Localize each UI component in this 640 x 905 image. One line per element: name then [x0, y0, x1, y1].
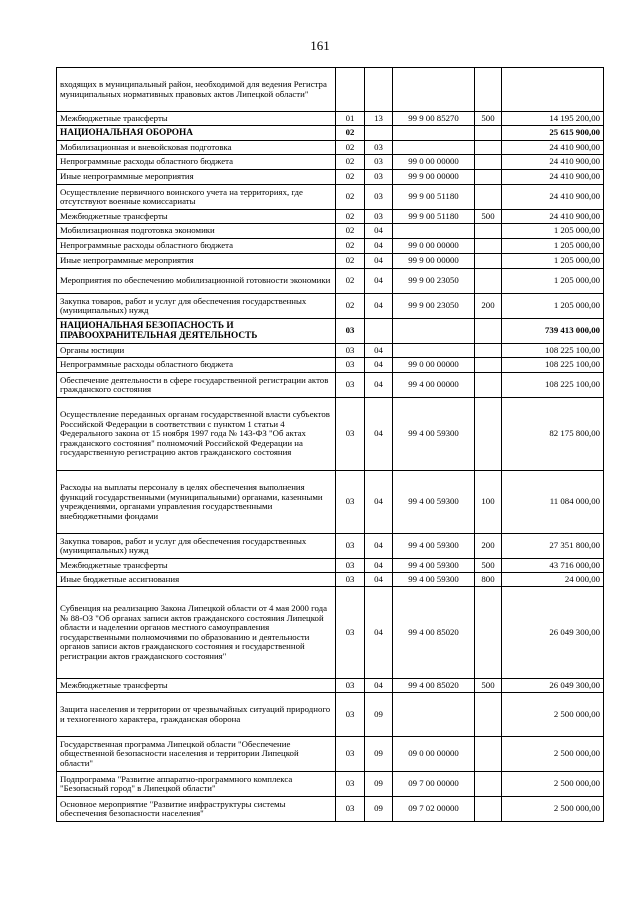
amount-cell: 11 084 000,00	[502, 471, 604, 534]
expense-type-cell	[475, 68, 502, 112]
budget-table	[56, 67, 604, 822]
section-code-cell: 03	[336, 344, 365, 358]
section-code-cell: 03	[336, 797, 365, 822]
section-code-cell: 03	[336, 373, 365, 398]
amount-cell: 108 225 100,00	[502, 344, 604, 358]
name-cell: Межбюджетные трансферты	[57, 559, 336, 573]
expense-type-cell	[475, 772, 502, 797]
subsection-code-cell: 04	[365, 254, 393, 269]
expense-type-cell	[475, 797, 502, 822]
table-row	[57, 679, 604, 693]
section-code-cell: 02	[336, 210, 365, 224]
table-row	[57, 319, 604, 344]
expense-type-cell: 500	[475, 679, 502, 693]
section-code-cell: 03	[336, 559, 365, 573]
target-article-cell: 09 7 00 00000	[393, 772, 475, 797]
table-row	[57, 68, 604, 112]
target-article-cell: 99 0 00 00000	[393, 155, 475, 170]
name-cell: Подпрограмма "Развитие аппаратно-программного комплекса "Безопасный город" в Липецкой области"	[57, 772, 336, 797]
name-cell: Мобилизационная и вневойсковая подготовка	[57, 141, 336, 155]
target-article-cell: 99 9 00 23050	[393, 269, 475, 294]
table-row	[57, 294, 604, 319]
target-article-cell: 99 0 00 00000	[393, 358, 475, 373]
expense-type-cell: 500	[475, 210, 502, 224]
subsection-code-cell: 03	[365, 155, 393, 170]
target-article-cell: 99 4 00 00000	[393, 373, 475, 398]
name-cell: Мобилизационная подготовка экономики	[57, 224, 336, 239]
section-code-cell: 02	[336, 141, 365, 155]
subsection-code-cell: 04	[365, 224, 393, 239]
amount-cell	[502, 68, 604, 112]
amount-cell: 24 410 900,00	[502, 185, 604, 210]
table-row	[57, 112, 604, 126]
amount-cell: 1 205 000,00	[502, 269, 604, 294]
section-code-cell: 02	[336, 224, 365, 239]
expense-type-cell	[475, 224, 502, 239]
target-article-cell: 99 4 00 85020	[393, 587, 475, 679]
table-row	[57, 693, 604, 737]
amount-cell: 27 351 800,00	[502, 534, 604, 559]
expense-type-cell	[475, 587, 502, 679]
subsection-code-cell: 03	[365, 185, 393, 210]
target-article-cell: 99 4 00 59300	[393, 471, 475, 534]
section-code-cell: 02	[336, 294, 365, 319]
expense-type-cell	[475, 373, 502, 398]
table-row	[57, 587, 604, 679]
target-article-cell: 09 7 02 00000	[393, 797, 475, 822]
subsection-code-cell: 04	[365, 358, 393, 373]
amount-cell: 2 500 000,00	[502, 797, 604, 822]
name-cell: Иные бюджетные ассигнования	[57, 573, 336, 587]
expense-type-cell	[475, 254, 502, 269]
expense-type-cell	[475, 319, 502, 344]
amount-cell: 739 413 000,00	[502, 319, 604, 344]
expense-type-cell	[475, 239, 502, 254]
subsection-code-cell: 04	[365, 398, 393, 471]
table-row	[57, 358, 604, 373]
amount-cell: 24 410 900,00	[502, 155, 604, 170]
expense-type-cell	[475, 693, 502, 737]
amount-cell: 2 500 000,00	[502, 772, 604, 797]
subsection-code-cell: 03	[365, 210, 393, 224]
expense-type-cell	[475, 737, 502, 772]
table-row	[57, 224, 604, 239]
subsection-code-cell: 09	[365, 797, 393, 822]
name-cell: Осуществление переданных органам государственной власти субъектов Российской Федерации в соответствии с пунктом 1 статьи 4 Федерального закона от 15 ноября 1997 года № 143-ФЗ "Об актах гражданского состояния" полномочий Российской Федерации на государственную регистрацию актов гражданского состояния	[57, 398, 336, 471]
table-body	[57, 68, 604, 822]
expense-type-cell	[475, 344, 502, 358]
name-cell: Осуществление первичного воинского учета на территориях, где отсутствуют военные комиссариаты	[57, 185, 336, 210]
name-cell: Непрограммные расходы областного бюджета	[57, 239, 336, 254]
subsection-code-cell: 04	[365, 559, 393, 573]
amount-cell: 108 225 100,00	[502, 358, 604, 373]
subsection-code-cell: 04	[365, 269, 393, 294]
section-code-cell: 02	[336, 185, 365, 210]
name-cell: НАЦИОНАЛЬНАЯ ОБОРОНА	[57, 126, 336, 141]
expense-type-cell	[475, 185, 502, 210]
table-row	[57, 155, 604, 170]
name-cell: Мероприятия по обеспечению мобилизационной готовности экономики	[57, 269, 336, 294]
amount-cell: 1 205 000,00	[502, 254, 604, 269]
section-code-cell: 03	[336, 693, 365, 737]
table-row	[57, 141, 604, 155]
table-row	[57, 239, 604, 254]
target-article-cell: 09 0 00 00000	[393, 737, 475, 772]
subsection-code-cell	[365, 126, 393, 141]
name-cell: Иные непрограммные мероприятия	[57, 170, 336, 185]
subsection-code-cell	[365, 68, 393, 112]
subsection-code-cell: 04	[365, 344, 393, 358]
target-article-cell	[393, 141, 475, 155]
name-cell: Непрограммные расходы областного бюджета	[57, 155, 336, 170]
table-row	[57, 170, 604, 185]
target-article-cell: 99 9 00 00000	[393, 170, 475, 185]
target-article-cell: 99 9 00 51180	[393, 210, 475, 224]
subsection-code-cell: 04	[365, 573, 393, 587]
expense-type-cell: 800	[475, 573, 502, 587]
subsection-code-cell: 09	[365, 737, 393, 772]
amount-cell: 2 500 000,00	[502, 693, 604, 737]
table-row	[57, 126, 604, 141]
table-row	[57, 344, 604, 358]
name-cell: Межбюджетные трансферты	[57, 112, 336, 126]
section-code-cell: 03	[336, 679, 365, 693]
section-code-cell: 02	[336, 269, 365, 294]
subsection-code-cell: 04	[365, 373, 393, 398]
section-code-cell: 03	[336, 573, 365, 587]
table-row	[57, 185, 604, 210]
expense-type-cell	[475, 170, 502, 185]
amount-cell: 26 049 300,00	[502, 587, 604, 679]
subsection-code-cell: 04	[365, 587, 393, 679]
expense-type-cell	[475, 141, 502, 155]
section-code-cell: 02	[336, 254, 365, 269]
table-row	[57, 471, 604, 534]
target-article-cell: 99 9 00 51180	[393, 185, 475, 210]
section-code-cell: 02	[336, 126, 365, 141]
amount-cell: 1 205 000,00	[502, 224, 604, 239]
amount-cell: 26 049 300,00	[502, 679, 604, 693]
subsection-code-cell: 09	[365, 693, 393, 737]
amount-cell: 14 195 200,00	[502, 112, 604, 126]
name-cell: Межбюджетные трансферты	[57, 210, 336, 224]
table-row	[57, 573, 604, 587]
page-number: 161	[310, 38, 330, 53]
expense-type-cell: 500	[475, 112, 502, 126]
amount-cell: 24 410 900,00	[502, 141, 604, 155]
section-code-cell: 03	[336, 398, 365, 471]
amount-cell: 82 175 800,00	[502, 398, 604, 471]
amount-cell: 1 205 000,00	[502, 294, 604, 319]
name-cell: Обеспечение деятельности в сфере государственной регистрации актов гражданского состояния	[57, 373, 336, 398]
section-code-cell: 03	[336, 534, 365, 559]
expense-type-cell: 200	[475, 294, 502, 319]
table-row	[57, 254, 604, 269]
table-row	[57, 210, 604, 224]
subsection-code-cell: 09	[365, 772, 393, 797]
subsection-code-cell: 04	[365, 679, 393, 693]
name-cell: Государственная программа Липецкой области "Обеспечение общественной безопасности населения и территории Липецкой области"	[57, 737, 336, 772]
amount-cell: 108 225 100,00	[502, 373, 604, 398]
section-code-cell	[336, 68, 365, 112]
name-cell: входящих в муниципальный район, необходимой для ведения Регистра муниципальных нормативных правовых актов Липецкой области"	[57, 68, 336, 112]
name-cell: Основное мероприятие "Развитие инфраструктуры системы обеспечения безопасности населения"	[57, 797, 336, 822]
expense-type-cell	[475, 155, 502, 170]
name-cell: Субвенция на реализацию Закона Липецкой области от 4 мая 2000 года № 88-ОЗ "Об органах записи актов гражданского состояния Липецкой области и наделении органов местного самоуправления государственными полномочиями по образованию и деятельности органов записи актов гражданского состояния и государственной регистрации актов гражданского состояния"	[57, 587, 336, 679]
amount-cell: 24 410 900,00	[502, 170, 604, 185]
section-code-cell: 02	[336, 155, 365, 170]
table-row	[57, 737, 604, 772]
target-article-cell: 99 0 00 00000	[393, 239, 475, 254]
name-cell: Иные непрограммные мероприятия	[57, 254, 336, 269]
table-row	[57, 269, 604, 294]
subsection-code-cell: 04	[365, 534, 393, 559]
table-row	[57, 797, 604, 822]
section-code-cell: 03	[336, 471, 365, 534]
name-cell: НАЦИОНАЛЬНАЯ БЕЗОПАСНОСТЬ И ПРАВООХРАНИТЕЛЬНАЯ ДЕЯТЕЛЬНОСТЬ	[57, 319, 336, 344]
section-code-cell: 03	[336, 319, 365, 344]
amount-cell: 24 410 900,00	[502, 210, 604, 224]
target-article-cell: 99 4 00 59300	[393, 398, 475, 471]
name-cell: Органы юстиции	[57, 344, 336, 358]
section-code-cell: 02	[336, 239, 365, 254]
subsection-code-cell: 04	[365, 294, 393, 319]
name-cell: Закупка товаров, работ и услуг для обеспечения государственных (муниципальных) нужд	[57, 534, 336, 559]
subsection-code-cell: 03	[365, 141, 393, 155]
amount-cell: 1 205 000,00	[502, 239, 604, 254]
target-article-cell: 99 9 00 85270	[393, 112, 475, 126]
name-cell: Защита населения и территории от чрезвычайных ситуаций природного и техногенного характера, гражданская оборона	[57, 693, 336, 737]
subsection-code-cell: 03	[365, 170, 393, 185]
target-article-cell: 99 4 00 59300	[393, 559, 475, 573]
target-article-cell: 99 9 00 23050	[393, 294, 475, 319]
target-article-cell: 99 9 00 00000	[393, 254, 475, 269]
table-row	[57, 559, 604, 573]
section-code-cell: 03	[336, 772, 365, 797]
name-cell: Расходы на выплаты персоналу в целях обеспечения выполнения функций государственными (муниципальными) органами, казенными учреждениями, органами управления государственными внебюджетными фондами	[57, 471, 336, 534]
expense-type-cell	[475, 398, 502, 471]
expense-type-cell: 500	[475, 559, 502, 573]
target-article-cell	[393, 68, 475, 112]
expense-type-cell	[475, 269, 502, 294]
target-article-cell	[393, 344, 475, 358]
target-article-cell	[393, 319, 475, 344]
section-code-cell: 03	[336, 358, 365, 373]
name-cell: Межбюджетные трансферты	[57, 679, 336, 693]
amount-cell: 2 500 000,00	[502, 737, 604, 772]
expense-type-cell: 200	[475, 534, 502, 559]
subsection-code-cell: 04	[365, 471, 393, 534]
table-row	[57, 772, 604, 797]
target-article-cell	[393, 693, 475, 737]
target-article-cell: 99 4 00 85020	[393, 679, 475, 693]
expense-type-cell: 100	[475, 471, 502, 534]
table-row	[57, 534, 604, 559]
section-code-cell: 01	[336, 112, 365, 126]
section-code-cell: 03	[336, 737, 365, 772]
expense-type-cell	[475, 126, 502, 141]
target-article-cell	[393, 126, 475, 141]
subsection-code-cell	[365, 319, 393, 344]
name-cell: Закупка товаров, работ и услуг для обеспечения государственных (муниципальных) нужд	[57, 294, 336, 319]
amount-cell: 43 716 000,00	[502, 559, 604, 573]
section-code-cell: 03	[336, 587, 365, 679]
subsection-code-cell: 13	[365, 112, 393, 126]
subsection-code-cell: 04	[365, 239, 393, 254]
amount-cell: 25 615 900,00	[502, 126, 604, 141]
amount-cell: 24 000,00	[502, 573, 604, 587]
table-row	[57, 398, 604, 471]
section-code-cell: 02	[336, 170, 365, 185]
name-cell: Непрограммные расходы областного бюджета	[57, 358, 336, 373]
target-article-cell: 99 4 00 59300	[393, 573, 475, 587]
table-row	[57, 373, 604, 398]
target-article-cell	[393, 224, 475, 239]
expense-type-cell	[475, 358, 502, 373]
target-article-cell: 99 4 00 59300	[393, 534, 475, 559]
